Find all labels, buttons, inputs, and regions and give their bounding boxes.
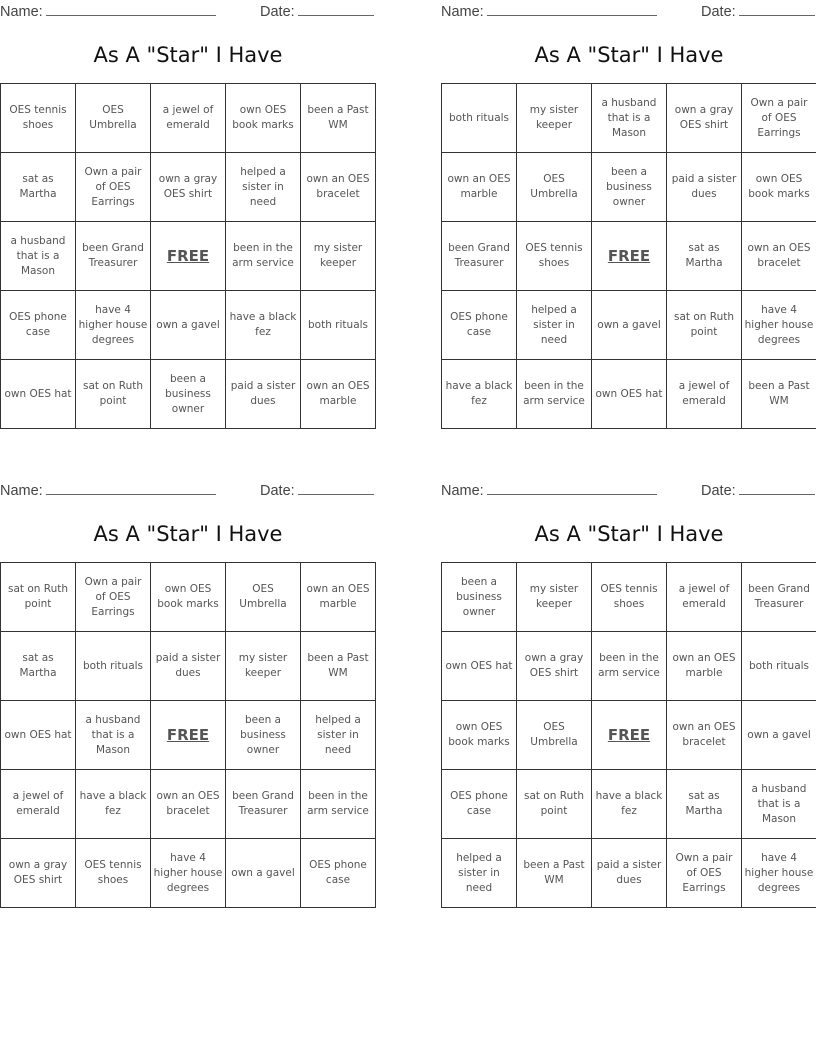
bingo-row bbox=[1, 291, 376, 360]
bingo-square[interactable]: OES phone case bbox=[442, 291, 517, 360]
bingo-square[interactable]: been Grand Treasurer bbox=[226, 770, 301, 839]
bingo-square[interactable]: sat on Ruth point bbox=[1, 563, 76, 632]
bingo-square[interactable]: both rituals bbox=[301, 291, 376, 360]
bingo-square[interactable]: been Grand Treasurer bbox=[76, 222, 151, 291]
card-title: As A "Star" I Have bbox=[93, 43, 283, 67]
bingo-square[interactable]: a husband that is a Mason bbox=[76, 701, 151, 770]
bingo-row bbox=[1, 839, 376, 908]
bingo-row bbox=[442, 291, 816, 360]
bingo-square[interactable]: been a Past WM bbox=[301, 632, 376, 701]
name-date-line bbox=[0, 481, 376, 499]
bingo-square[interactable]: paid a sister dues bbox=[592, 839, 667, 908]
bingo-row bbox=[1, 770, 376, 839]
date-field[interactable] bbox=[701, 2, 815, 20]
bingo-grid bbox=[0, 83, 376, 429]
bingo-square[interactable]: own a gray OES shirt bbox=[517, 632, 592, 701]
bingo-square[interactable]: sat as Martha bbox=[667, 770, 742, 839]
bingo-square[interactable]: own an OES bracelet bbox=[742, 222, 816, 291]
bingo-square[interactable]: both rituals bbox=[742, 632, 816, 701]
free-square[interactable]: FREE bbox=[592, 701, 667, 770]
bingo-square[interactable]: been in the arm service bbox=[592, 632, 667, 701]
name-blank-line[interactable] bbox=[487, 481, 657, 495]
name-date-line bbox=[0, 2, 376, 20]
bingo-square[interactable]: own OES book marks bbox=[226, 84, 301, 153]
name-blank-line[interactable] bbox=[46, 2, 216, 16]
bingo-square[interactable]: been in the arm service bbox=[226, 222, 301, 291]
bingo-row bbox=[1, 153, 376, 222]
bingo-square[interactable]: a jewel of emerald bbox=[667, 360, 742, 429]
name-label: Name: bbox=[441, 4, 484, 20]
bingo-square[interactable]: own OES hat bbox=[592, 360, 667, 429]
bingo-square[interactable]: my sister keeper bbox=[301, 222, 376, 291]
bingo-square[interactable]: own an OES marble bbox=[301, 563, 376, 632]
bingo-square[interactable]: been a Past WM bbox=[742, 360, 816, 429]
card-title: As A "Star" I Have bbox=[534, 522, 724, 546]
card-title: As A "Star" I Have bbox=[534, 43, 724, 67]
card-title: As A "Star" I Have bbox=[93, 522, 283, 546]
bingo-row bbox=[442, 222, 816, 291]
bingo-square[interactable]: helped a sister in need bbox=[226, 153, 301, 222]
bingo-square[interactable]: a jewel of emerald bbox=[1, 770, 76, 839]
bingo-row bbox=[442, 563, 816, 632]
bingo-row bbox=[1, 84, 376, 153]
bingo-square[interactable]: paid a sister dues bbox=[151, 632, 226, 701]
free-square[interactable]: FREE bbox=[592, 222, 667, 291]
bingo-square[interactable]: own OES book marks bbox=[742, 153, 816, 222]
bingo-square[interactable]: own a gray OES shirt bbox=[667, 84, 742, 153]
bingo-square[interactable]: a jewel of emerald bbox=[151, 84, 226, 153]
bingo-row bbox=[442, 360, 816, 429]
name-date-line bbox=[441, 481, 816, 499]
bingo-square[interactable]: OES Umbrella bbox=[517, 153, 592, 222]
bingo-square[interactable]: own an OES bracelet bbox=[151, 770, 226, 839]
bingo-square[interactable]: have 4 higher house degrees bbox=[151, 839, 226, 908]
bingo-square[interactable]: my sister keeper bbox=[517, 84, 592, 153]
bingo-square[interactable]: own OES hat bbox=[442, 632, 517, 701]
date-field[interactable] bbox=[260, 481, 374, 499]
date-label: Date: bbox=[701, 483, 736, 499]
bingo-square[interactable]: OES phone case bbox=[301, 839, 376, 908]
bingo-square[interactable]: been in the arm service bbox=[301, 770, 376, 839]
bingo-square[interactable]: paid a sister dues bbox=[226, 360, 301, 429]
bingo-square[interactable]: have 4 higher house degrees bbox=[76, 291, 151, 360]
bingo-square[interactable]: sat on Ruth point bbox=[667, 291, 742, 360]
bingo-square[interactable]: sat as Martha bbox=[667, 222, 742, 291]
date-blank-line[interactable] bbox=[739, 481, 815, 495]
date-blank-line[interactable] bbox=[739, 2, 815, 16]
bingo-square[interactable]: OES tennis shoes bbox=[1, 84, 76, 153]
bingo-square[interactable]: OES phone case bbox=[442, 770, 517, 839]
bingo-square[interactable]: own OES book marks bbox=[442, 701, 517, 770]
bingo-square[interactable]: own a gray OES shirt bbox=[151, 153, 226, 222]
bingo-square[interactable]: have 4 higher house degrees bbox=[742, 839, 816, 908]
bingo-square[interactable]: sat as Martha bbox=[1, 632, 76, 701]
bingo-square[interactable]: own an OES marble bbox=[667, 632, 742, 701]
name-field[interactable] bbox=[441, 2, 657, 20]
name-field[interactable] bbox=[0, 481, 216, 499]
bingo-square[interactable]: my sister keeper bbox=[517, 563, 592, 632]
bingo-square[interactable]: Own a pair of OES Earrings bbox=[76, 153, 151, 222]
bingo-square[interactable]: been in the arm service bbox=[517, 360, 592, 429]
bingo-square[interactable]: helped a sister in need bbox=[301, 701, 376, 770]
date-field[interactable] bbox=[701, 481, 815, 499]
bingo-square[interactable]: own a gavel bbox=[226, 839, 301, 908]
bingo-square[interactable]: OES tennis shoes bbox=[517, 222, 592, 291]
bingo-square[interactable]: a husband that is a Mason bbox=[742, 770, 816, 839]
bingo-square[interactable]: a jewel of emerald bbox=[667, 563, 742, 632]
bingo-square[interactable]: Own a pair of OES Earrings bbox=[76, 563, 151, 632]
bingo-square[interactable]: Own a pair of OES Earrings bbox=[667, 839, 742, 908]
bingo-square[interactable]: own an OES bracelet bbox=[301, 153, 376, 222]
bingo-square[interactable]: OES Umbrella bbox=[517, 701, 592, 770]
bingo-square[interactable]: have a black fez bbox=[592, 770, 667, 839]
bingo-square[interactable]: own OES hat bbox=[1, 701, 76, 770]
bingo-row bbox=[442, 632, 816, 701]
bingo-square[interactable]: own an OES bracelet bbox=[667, 701, 742, 770]
bingo-square[interactable]: been a business owner bbox=[592, 153, 667, 222]
bingo-row bbox=[442, 84, 816, 153]
bingo-square[interactable]: own a gavel bbox=[742, 701, 816, 770]
date-blank-line[interactable] bbox=[298, 2, 374, 16]
bingo-square[interactable]: OES tennis shoes bbox=[592, 563, 667, 632]
free-square[interactable]: FREE bbox=[151, 222, 226, 291]
bingo-square[interactable]: been a business owner bbox=[151, 360, 226, 429]
name-label: Name: bbox=[441, 483, 484, 499]
bingo-square[interactable]: a husband that is a Mason bbox=[1, 222, 76, 291]
bingo-square[interactable]: own a gray OES shirt bbox=[1, 839, 76, 908]
bingo-square[interactable]: paid a sister dues bbox=[667, 153, 742, 222]
bingo-square[interactable]: been Grand Treasurer bbox=[742, 563, 816, 632]
name-label: Name: bbox=[0, 483, 43, 499]
bingo-square[interactable]: have a black fez bbox=[226, 291, 301, 360]
bingo-square[interactable]: OES Umbrella bbox=[76, 84, 151, 153]
bingo-row bbox=[442, 701, 816, 770]
bingo-square[interactable]: sat as Martha bbox=[1, 153, 76, 222]
bingo-square[interactable]: Own a pair of OES Earrings bbox=[742, 84, 816, 153]
name-field[interactable] bbox=[0, 2, 216, 20]
bingo-square[interactable]: both rituals bbox=[76, 632, 151, 701]
free-square[interactable]: FREE bbox=[151, 701, 226, 770]
bingo-row bbox=[1, 701, 376, 770]
bingo-square[interactable]: own an OES marble bbox=[442, 153, 517, 222]
bingo-square[interactable]: helped a sister in need bbox=[517, 291, 592, 360]
bingo-row bbox=[442, 839, 816, 908]
name-date-line bbox=[441, 2, 816, 20]
bingo-square[interactable]: been a business owner bbox=[226, 701, 301, 770]
bingo-square[interactable]: have a black fez bbox=[76, 770, 151, 839]
date-field[interactable] bbox=[260, 2, 374, 20]
bingo-square[interactable]: own OES book marks bbox=[151, 563, 226, 632]
bingo-square[interactable]: OES phone case bbox=[1, 291, 76, 360]
name-label: Name: bbox=[0, 4, 43, 20]
date-blank-line[interactable] bbox=[298, 481, 374, 495]
name-field[interactable] bbox=[441, 481, 657, 499]
bingo-square[interactable]: a husband that is a Mason bbox=[592, 84, 667, 153]
bingo-square[interactable]: been a business owner bbox=[442, 563, 517, 632]
name-blank-line[interactable] bbox=[46, 481, 216, 495]
bingo-square[interactable]: have a black fez bbox=[442, 360, 517, 429]
bingo-row bbox=[442, 770, 816, 839]
bingo-row bbox=[1, 360, 376, 429]
bingo-square[interactable]: helped a sister in need bbox=[442, 839, 517, 908]
bingo-square[interactable]: sat on Ruth point bbox=[517, 770, 592, 839]
bingo-square[interactable]: been Grand Treasurer bbox=[442, 222, 517, 291]
bingo-square[interactable]: both rituals bbox=[442, 84, 517, 153]
name-blank-line[interactable] bbox=[487, 2, 657, 16]
date-label: Date: bbox=[701, 4, 736, 20]
bingo-square[interactable]: been a Past WM bbox=[517, 839, 592, 908]
bingo-grid bbox=[441, 83, 816, 429]
bingo-square[interactable]: OES tennis shoes bbox=[76, 839, 151, 908]
bingo-row bbox=[442, 153, 816, 222]
bingo-square[interactable]: own a gavel bbox=[151, 291, 226, 360]
bingo-square[interactable]: sat on Ruth point bbox=[76, 360, 151, 429]
bingo-row bbox=[1, 563, 376, 632]
date-label: Date: bbox=[260, 4, 295, 20]
bingo-square[interactable]: my sister keeper bbox=[226, 632, 301, 701]
date-label: Date: bbox=[260, 483, 295, 499]
bingo-square[interactable]: own a gavel bbox=[592, 291, 667, 360]
bingo-row bbox=[1, 222, 376, 291]
bingo-row bbox=[1, 632, 376, 701]
bingo-square[interactable]: OES Umbrella bbox=[226, 563, 301, 632]
bingo-square[interactable]: been a Past WM bbox=[301, 84, 376, 153]
bingo-square[interactable]: have 4 higher house degrees bbox=[742, 291, 816, 360]
bingo-square[interactable]: own OES hat bbox=[1, 360, 76, 429]
bingo-grid bbox=[441, 562, 816, 908]
bingo-square[interactable]: own an OES marble bbox=[301, 360, 376, 429]
bingo-grid bbox=[0, 562, 376, 908]
